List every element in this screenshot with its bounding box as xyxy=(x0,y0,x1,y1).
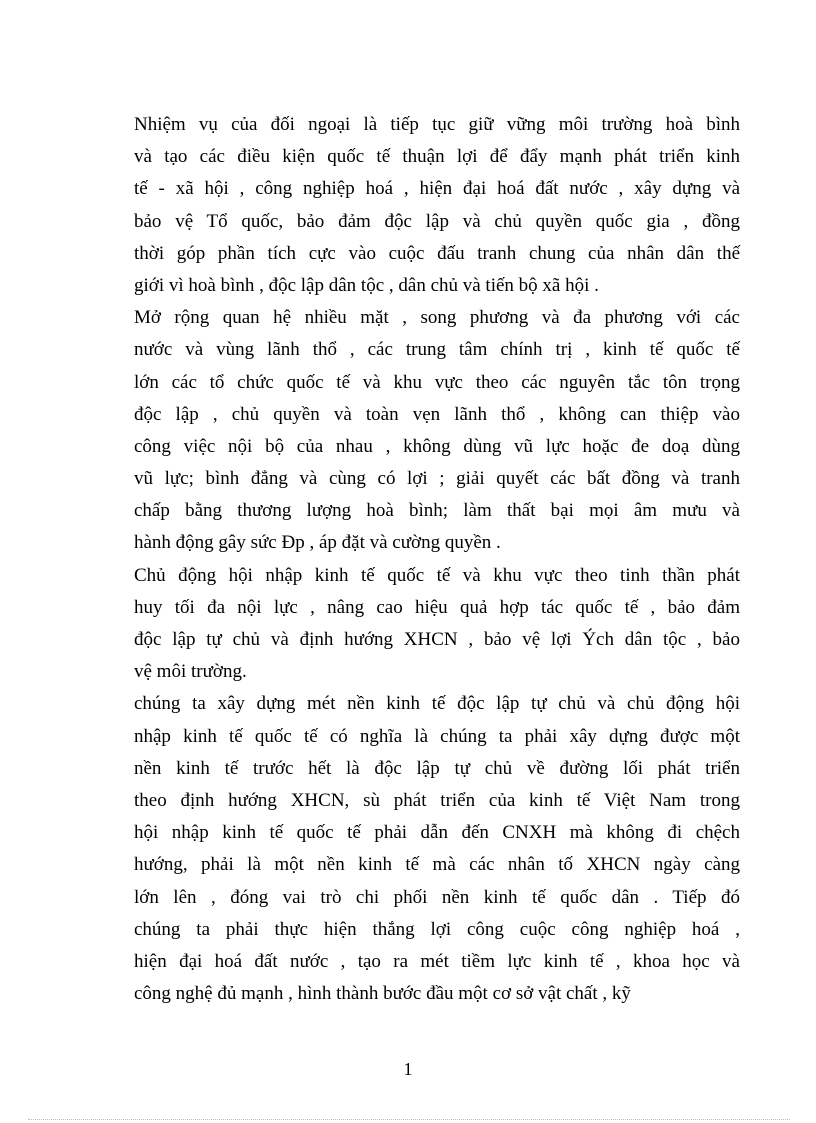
text-line: theo định hướng XHCN, sù phát triển của kinh tế Việt Nam trong xyxy=(134,789,740,811)
page-bottom-rule xyxy=(28,1119,790,1120)
text-line: lớn lên , đóng vai trò chi phối nền kinh tế quốc dân . Tiếp đó xyxy=(134,886,740,908)
text-line: hội nhập kinh tế quốc tế phải dẫn đến CNXH mà không đi chệch xyxy=(134,822,740,844)
text-line: Nhiệm vụ của đối ngoại là tiếp tục giữ vững môi trường hoà bình xyxy=(134,114,740,135)
text-line: hành động gây sức Đp , áp đặt và cường quyền . xyxy=(134,532,501,554)
text-line: Chủ động hội nhập kinh tế quốc tế và khu vực theo tinh thần phát xyxy=(134,564,740,586)
paragraph xyxy=(134,109,740,302)
text-line: hướng, phải là một nền kinh tế mà các nhân tố XHCN ngày càng xyxy=(134,854,740,876)
text-line: công nghệ đủ mạnh , hình thành bước đầu một cơ sở vật chất , kỹ xyxy=(134,983,631,1005)
text-line: vũ lực; bình đẳng và cùng có lợi ; giải quyết các bất đồng và tranh xyxy=(134,468,740,490)
text-line: huy tối đa nội lực , nâng cao hiệu quả hợp tác quốc tế , bảo đảm xyxy=(134,596,740,618)
text-line: tế - xã hội , công nghiệp hoá , hiện đại hoá đất nước , xây dựng và xyxy=(134,178,740,200)
text-line: giới vì hoà bình , độc lập dân tộc , dân chủ và tiến bộ xã hội . xyxy=(134,274,599,296)
paragraph xyxy=(134,560,740,689)
body-text xyxy=(134,109,740,1010)
text-line: công việc nội bộ của nhau , không dùng vũ lực hoặc đe doạ dùng xyxy=(134,435,740,457)
text-line: nhập kinh tế quốc tế có nghĩa là chúng ta phải xây dựng được một xyxy=(134,725,740,747)
text-line: vệ môi trường. xyxy=(134,661,247,683)
text-line: nước và vùng lãnh thổ , các trung tâm chính trị , kinh tế quốc tế xyxy=(134,339,740,361)
text-line: độc lập , chủ quyền và toàn vẹn lãnh thổ , không can thiệp vào xyxy=(134,403,740,425)
page-number: 1 xyxy=(403,1059,413,1079)
text-line: và tạo các điều kiện quốc tế thuận lợi để đẩy mạnh phát triển kinh xyxy=(134,146,740,168)
text-line: lớn các tổ chức quốc tế và khu vực theo các nguyên tắc tôn trọng xyxy=(134,371,740,393)
text-line: chấp bằng thương lượng hoà bình; làm thất bại mọi âm mưu và xyxy=(134,500,740,522)
text-line: bảo vệ Tổ quốc, bảo đảm độc lập và chủ quyền quốc gia , đồng xyxy=(134,210,740,232)
text-line: chúng ta xây dựng mét nền kinh tế độc lập tự chủ và chủ động hội xyxy=(134,693,740,715)
text-line: hiện đại hoá đất nước , tạo ra mét tiềm lực kinh tế , khoa học và xyxy=(134,950,740,972)
text-line: độc lập tự chủ và định hướng XHCN , bảo vệ lợi Ých dân tộc , bảo xyxy=(134,629,740,650)
text-line: Mở rộng quan hệ nhiều mặt , song phương và đa phương với các xyxy=(134,307,740,329)
text-line: nền kinh tế trước hết là độc lập tự chủ về đường lối phát triển xyxy=(134,757,740,779)
paragraph xyxy=(134,302,740,560)
paragraph xyxy=(134,688,740,1010)
text-line: thời góp phần tích cực vào cuộc đấu tranh chung của nhân dân thế xyxy=(134,242,740,264)
text-line: chúng ta phải thực hiện thắng lợi công cuộc công nghiệp hoá , xyxy=(134,918,740,940)
